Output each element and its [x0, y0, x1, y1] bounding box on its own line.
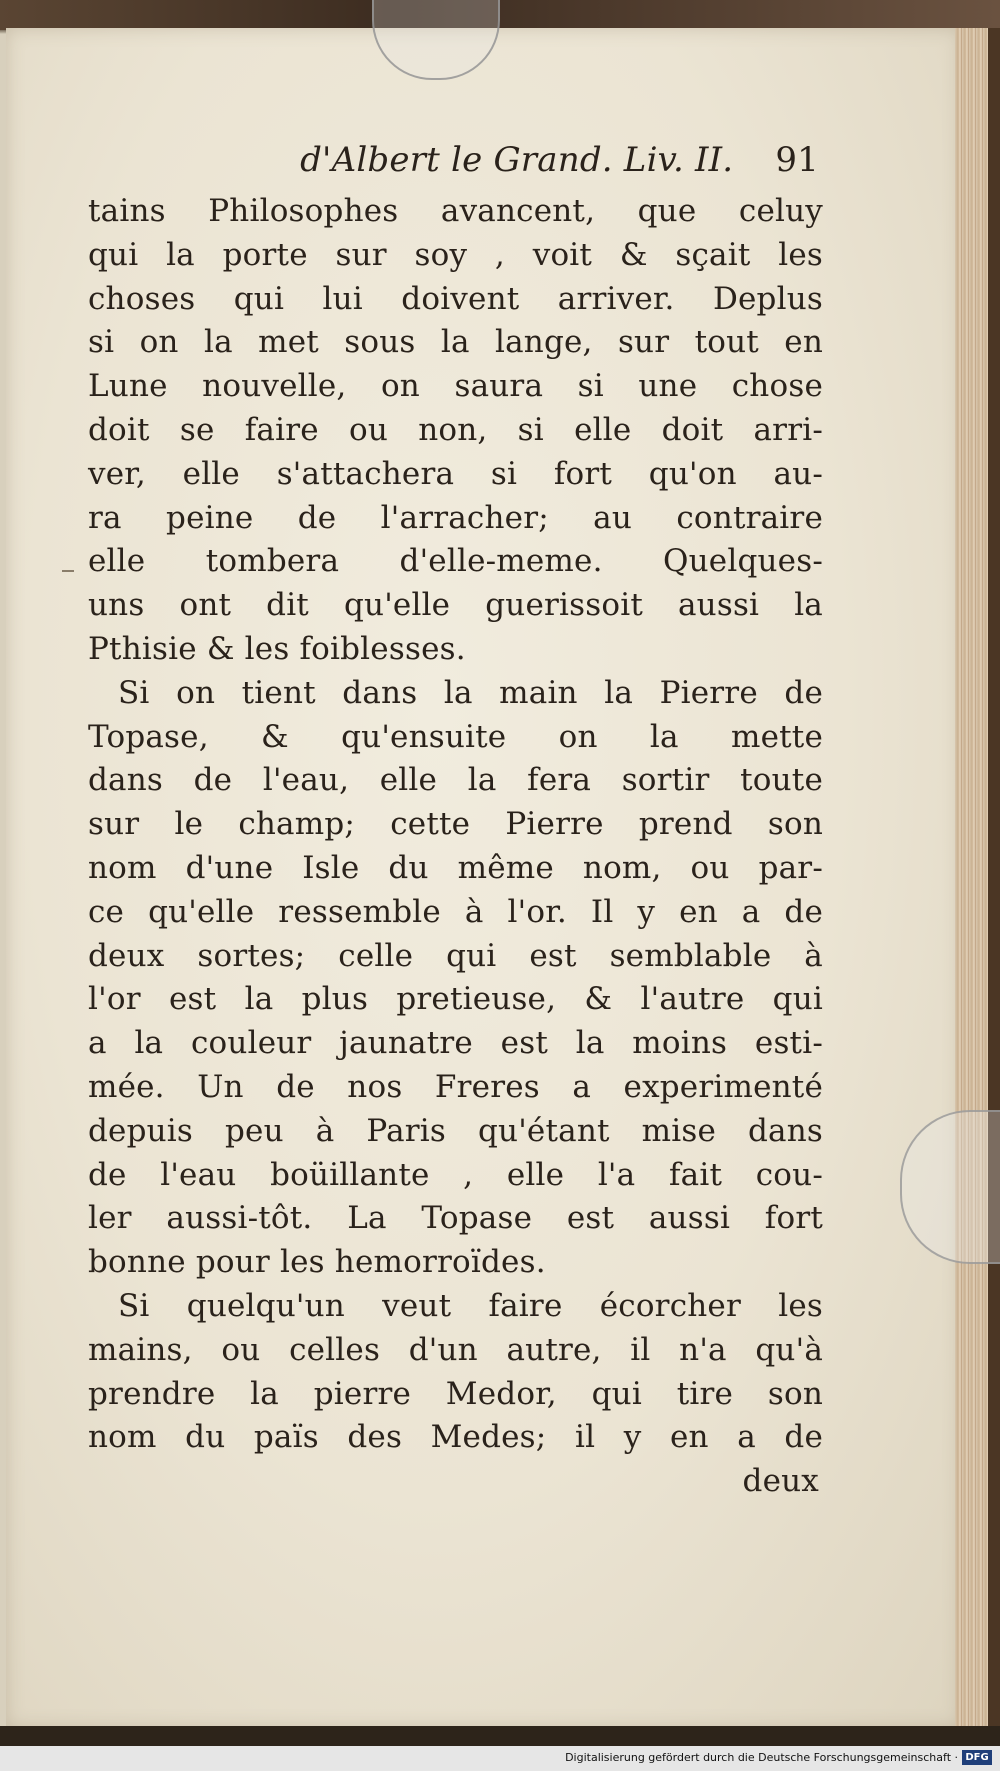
text-line: si on la met sous la lange, sur tout en — [88, 324, 823, 361]
text-line: tains Philosophes avancent, que celuy — [88, 193, 823, 229]
text-line: mains, ou celles d'un autre, il n'a qu'à — [88, 1331, 823, 1368]
text-line: qui la porte sur soy , voit & sçait les — [88, 236, 823, 273]
book-bottom-edge — [0, 1726, 1000, 1746]
digitization-credit-bar — [0, 1746, 1000, 1771]
text-line: uns ont dit qu'elle guerissoit aussi la — [88, 587, 823, 624]
text-line: nom du païs des Medes; il y en a de — [88, 1419, 823, 1456]
running-header — [88, 140, 823, 190]
text-line: dans de l'eau, elle la fera sortir toute — [88, 762, 823, 799]
binding-shadow — [988, 28, 1000, 1728]
text-line: mée. Un de nos Freres a experimenté — [88, 1068, 823, 1105]
text-line: ra peine de l'arracher; au contraire — [88, 499, 823, 536]
catchword: deux — [742, 1463, 819, 1500]
running-title: d'Albert le Grand. Liv. II. — [300, 140, 734, 180]
page-text — [88, 140, 823, 1504]
text-line: Topase, & qu'ensuite on la mette — [88, 718, 823, 755]
text-line: ver, elle s'attachera si fort qu'on au- — [88, 455, 823, 492]
text-line: l'or est la plus pretieuse, & l'autre qui — [88, 981, 823, 1018]
page-stack-edges — [955, 28, 1000, 1728]
dfg-logo: DFG — [962, 1750, 992, 1765]
text-line: sur le champ; cette Pierre prend son — [88, 806, 823, 843]
text-line: depuis peu à Paris qu'étant mise dans — [88, 1112, 823, 1149]
text-line: Si quelqu'un veut faire écorcher les — [118, 1287, 823, 1324]
text-line: Pthisie & les foiblesses. — [88, 630, 466, 667]
page-number: 91 — [775, 140, 819, 180]
margin-mark — [62, 570, 74, 572]
text-line: doit se faire ou non, si elle doit arri- — [88, 411, 823, 448]
digitization-credit: Digitalisierung gefördert durch die Deutsche Forschungsgemeinschaft · — [565, 1751, 958, 1764]
body-text — [88, 190, 823, 1460]
text-line: de l'eau boüillante , elle l'a fait cou- — [88, 1156, 823, 1193]
text-line: ce qu'elle ressemble à l'or. Il y en a de — [88, 893, 823, 930]
text-line: prendre la pierre Medor, qui tire son — [88, 1375, 823, 1412]
text-line: nom d'une Isle du même nom, ou par- — [88, 849, 823, 886]
text-line: bonne pour les hemorroïdes. — [88, 1244, 546, 1281]
text-line: Si on tient dans la main la Pierre de — [118, 674, 823, 711]
text-line: a la couleur jaunatre est la moins esti- — [88, 1025, 823, 1062]
text-line: ler aussi-tôt. La Topase est aussi fort — [88, 1200, 823, 1237]
text-line: deux sortes; celle qui est semblable à — [88, 937, 823, 974]
text-line: Lune nouvelle, on saura si une chose — [88, 368, 823, 405]
text-line: choses qui lui doivent arriver. Deplus — [88, 280, 823, 317]
text-line: elle tombera d'elle-meme. Quelques- — [88, 543, 823, 580]
book-top-edge — [0, 0, 1000, 30]
